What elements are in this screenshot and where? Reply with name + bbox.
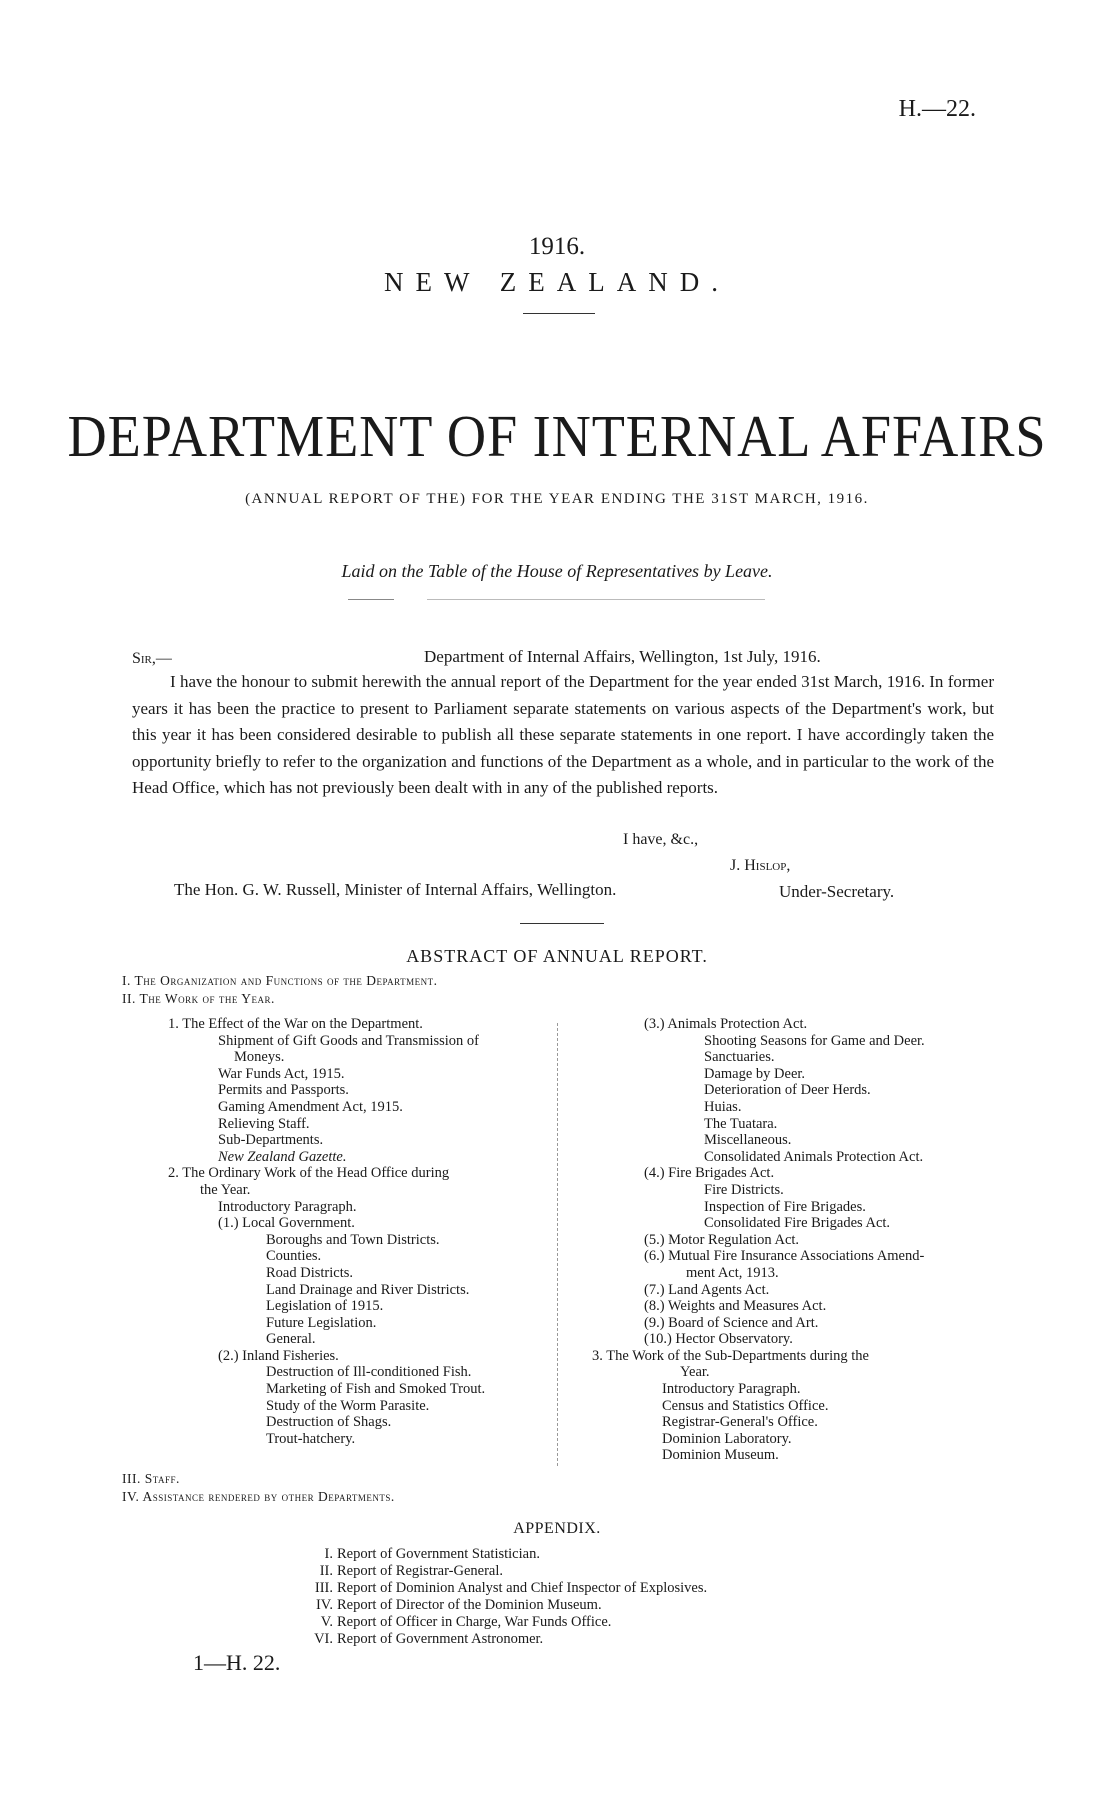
appendix-text: Report of Government Statistician. [337,1546,540,1562]
list-item: War Funds Act, 1915. [218,1065,345,1082]
signature-name: Hislop, [744,857,791,874]
list-item: Road Districts. [266,1264,353,1281]
list-item [300,1614,707,1631]
page-subtitle: (ANNUAL REPORT OF THE) FOR THE YEAR ENDING THE 31ST MARCH, 1916. [245,491,869,507]
list-item: (5.) Motor Regulation Act. [644,1231,800,1248]
letter-body: I have the honour to submit herewith the annual report of the Department for the year ended 31st March, 1916. In former years it has been the practice to present to Parliament separate statements on various aspects of the Department's work, but this year it has been considered desirable to publish all these separate statements in one report. I have accordingly taken the opportunity briefly to refer to the organization and functions of the Department as a whole, and in particular to the work of the Head Office, which has not previously been dealt with in any of the published reports. [132,672,994,797]
letter-closing: I have, &c., [623,831,699,848]
signatory-title: Under-Secretary. [779,882,895,901]
divider-rule [348,599,394,600]
appendix-number: II. [319,1562,333,1579]
appendix-number: I. [324,1546,333,1562]
list-item: (3.) Animals Protection Act. [644,1016,808,1032]
list-item: Marketing of Fish and Smoked Trout. [266,1381,486,1398]
list-item: (2.) Inland Fisheries. [218,1347,339,1364]
list-item: Inspection of Fire Brigades. [704,1198,866,1215]
appendix-text: Report of Officer in Charge, War Funds Office. [337,1613,612,1630]
list-item [300,1597,707,1614]
list-item: 3. The Work of the Sub-Departments during the [592,1347,869,1364]
report-year: 1916. [528,233,586,260]
list-item [300,1563,707,1580]
list-item: Shipment of Gift Goods and Transmission of [218,1032,480,1049]
list-item: Introductory Paragraph. [218,1198,357,1215]
list-item: Consolidated Animals Protection Act. [704,1148,924,1165]
list-item: Shooting Seasons for Game and Deer. [704,1032,925,1049]
appendix-text: Report of Dominion Analyst and Chief Inspector of Explosives. [337,1579,708,1596]
list-item [300,1631,707,1648]
list-item: Destruction of Shags. [266,1414,392,1431]
list-item: (1.) Local Government. [218,1215,355,1232]
appendix-number: IV. [315,1596,333,1613]
list-item: (8.) Weights and Measures Act. [644,1298,827,1315]
list-item: 1. The Effect of the War on the Department. [168,1016,423,1032]
list-item: Registrar-General's Office. [662,1414,818,1431]
list-item: Miscellaneous. [704,1132,792,1149]
list-item: Dominion Laboratory. [662,1430,792,1447]
list-item: General. [266,1331,316,1348]
appendix-text: Report of Government Astronomer. [337,1630,544,1647]
list-item: Future Legislation. [266,1314,377,1331]
letter-dateline: Department of Internal Affairs, Wellington, 1st July, 1916. [424,647,821,666]
list-item: Boroughs and Town Districts. [266,1231,440,1248]
letter-addressee: The Hon. G. W. Russell, Minister of Internal Affairs, Wellington. [174,880,617,899]
list-item: Census and Statistics Office. [662,1397,829,1414]
list-item: Sub-Departments. [218,1132,324,1149]
list-item: Legislation of 1915. [266,1298,384,1315]
list-item: Counties. [266,1248,322,1265]
abstract-heading: ABSTRACT OF ANNUAL REPORT. [406,946,708,966]
divider-rule [523,313,595,314]
abstract-section: III. Staff. [122,1471,180,1486]
list-item: Introductory Paragraph. [662,1381,801,1398]
list-item: Permits and Passports. [218,1082,349,1099]
country-heading: NEW ZEALAND. [384,267,730,297]
list-item: Land Drainage and River Districts. [266,1281,470,1298]
list-item: The Tuatara. [704,1115,778,1132]
appendix-number: VI. [314,1630,333,1647]
list-item: (10.) Hector Observatory. [644,1331,793,1348]
list-item: Consolidated Fire Brigades Act. [704,1215,891,1232]
list-item: Sanctuaries. [704,1049,775,1066]
appendix-list [300,1546,707,1647]
abstract-section: I. The Organization and Functions of the Department. [122,973,438,988]
list-item: Dominion Museum. [662,1447,779,1464]
divider-rule [427,599,765,600]
list-item: Fire Districts. [704,1181,784,1198]
abstract-section: II. The Work of the Year. [122,991,275,1006]
list-item: the Year. [200,1181,251,1198]
list-item: New Zealand Gazette. [218,1148,347,1165]
appendix-text: Report of Registrar-General. [337,1562,503,1579]
page-title: DEPARTMENT OF INTERNAL AFFAIRS [67,403,1047,469]
divider-rule [520,923,604,924]
list-item: (4.) Fire Brigades Act. [644,1165,775,1182]
list-item [300,1546,707,1563]
appendix-number: V. [320,1613,333,1630]
list-item: Deterioration of Deer Herds. [704,1082,871,1099]
document-reference: H.—22. [898,96,976,122]
list-item: Huias. [704,1098,742,1115]
list-item: Study of the Worm Parasite. [266,1397,430,1414]
page-footer-mark: 1—H. 22. [193,1650,281,1675]
signature-initial: J. [730,857,741,874]
appendix-text: Report of Director of the Dominion Museum. [337,1596,602,1613]
list-item: Destruction of Ill-conditioned Fish. [266,1364,472,1381]
laid-on-table-note: Laid on the Table of the House of Representatives by Leave. [341,561,773,581]
list-item: Damage by Deer. [704,1065,806,1082]
list-item: Trout-hatchery. [266,1430,356,1447]
abstract-right-column [0,1016,925,1464]
letter-salutation: Sir,— [132,650,172,667]
list-item: (7.) Land Agents Act. [644,1281,770,1298]
list-item: Gaming Amendment Act, 1915. [218,1098,403,1115]
list-item: 2. The Ordinary Work of the Head Office during [168,1165,450,1182]
appendix-heading: APPENDIX. [513,1520,601,1537]
list-item [300,1580,707,1597]
list-item: Year. [680,1364,710,1381]
list-item: Relieving Staff. [218,1115,310,1132]
list-item: Moneys. [234,1049,285,1066]
list-item: (6.) Mutual Fire Insurance Associations Amend- [644,1248,925,1265]
list-item: ment Act, 1913. [686,1264,779,1281]
appendix-number: III. [314,1579,333,1596]
letter-signature [730,857,790,875]
list-item: (9.) Board of Science and Art. [644,1314,819,1331]
abstract-section: IV. Assistance rendered by other Departments. [122,1489,395,1504]
